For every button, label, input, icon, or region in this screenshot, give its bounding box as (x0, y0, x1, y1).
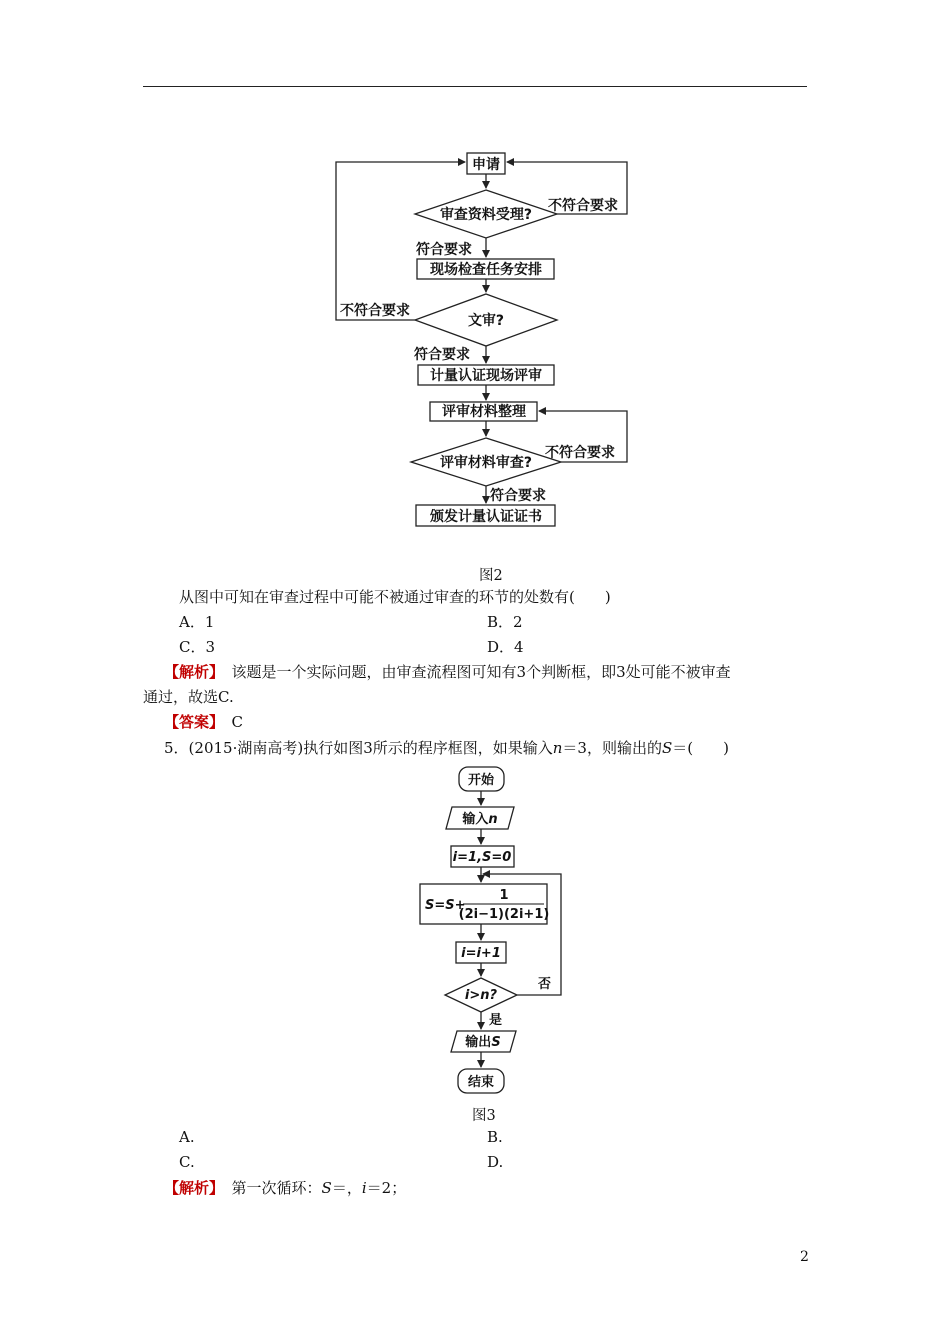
q4-analysis-line2: 通过，故选C. (143, 688, 234, 706)
decision-condition-label: i>n? (464, 988, 498, 1003)
fail-label-1: 不符合要求 (548, 198, 618, 214)
q5-stem: 5．(2015·湖南高考)执行如图3所示的程序框图，如果输入n＝3，则输出的S＝( ) (164, 739, 729, 757)
node-end-label: 结束 (467, 1075, 495, 1090)
q4-answer: 【答案】 C (164, 713, 244, 731)
q5-option-b: B. (487, 1128, 503, 1146)
pass-label-1: 符合要求 (416, 242, 472, 258)
figure3-caption: 图3 (472, 1108, 496, 1124)
node-input-label: 输入n (462, 812, 498, 827)
q4-option-d: D．4 (487, 638, 524, 656)
node-organize-materials-label: 评审材料整理 (442, 404, 526, 420)
q4-option-a: A．1 (179, 613, 215, 631)
q5-option-d: D. (487, 1153, 504, 1171)
pass-label-2: 符合要求 (414, 347, 470, 363)
page-number: 2 (800, 1249, 809, 1265)
node-start-label: 开始 (467, 773, 495, 788)
no-label: 否 (538, 977, 552, 992)
decision-document-review-label: 文审? (467, 313, 505, 329)
figure2-caption: 图2 (479, 568, 503, 584)
node-apply-label: 申请 (472, 157, 500, 173)
q4-option-c: C．3 (179, 638, 216, 656)
node-output-label: 输出S (465, 1035, 501, 1050)
node-sum-numerator: 1 (499, 888, 509, 903)
node-increment-label: i=i+1 (461, 946, 501, 961)
decision-review-materials-label: 审查资料受理? (439, 207, 533, 223)
analysis-tag: 【解析】 (164, 663, 217, 681)
node-onsite-evaluation-label: 计量认证现场评审 (430, 368, 542, 384)
fail-label-3: 不符合要求 (545, 445, 615, 461)
analysis-tag: 【解析】 (164, 1179, 217, 1197)
yes-label: 是 (489, 1013, 503, 1028)
node-onsite-task-label: 现场检查任务安排 (430, 262, 542, 278)
node-issue-certificate-label: 颁发计量认证证书 (430, 509, 542, 525)
fail-label-2: 不符合要求 (340, 303, 410, 319)
q5-analysis: 【解析】 第一次循环：S＝，i＝2； (164, 1179, 407, 1197)
node-sum-denominator: (2i−1)(2i+1) (458, 907, 550, 922)
answer-tag: 【答案】 (164, 713, 217, 731)
q4-stem: 从图中可知在审查过程中可能不被通过审查的环节的处数有( ) (179, 588, 611, 606)
node-sum-lhs: S=S+ (425, 898, 466, 913)
q4-option-b: B．2 (487, 613, 523, 631)
q5-option-c: C. (179, 1153, 195, 1171)
pass-label-3: 符合要求 (490, 488, 546, 504)
node-init-label: i=1,S=0 (452, 850, 512, 865)
decision-materials-review-label: 评审材料审查? (439, 455, 533, 471)
q4-analysis-line1: 【解析】 该题是一个实际问题，由审查流程图可知有3个判断框，即3处可能不被审查 (164, 663, 731, 681)
q5-option-a: A. (179, 1128, 195, 1146)
